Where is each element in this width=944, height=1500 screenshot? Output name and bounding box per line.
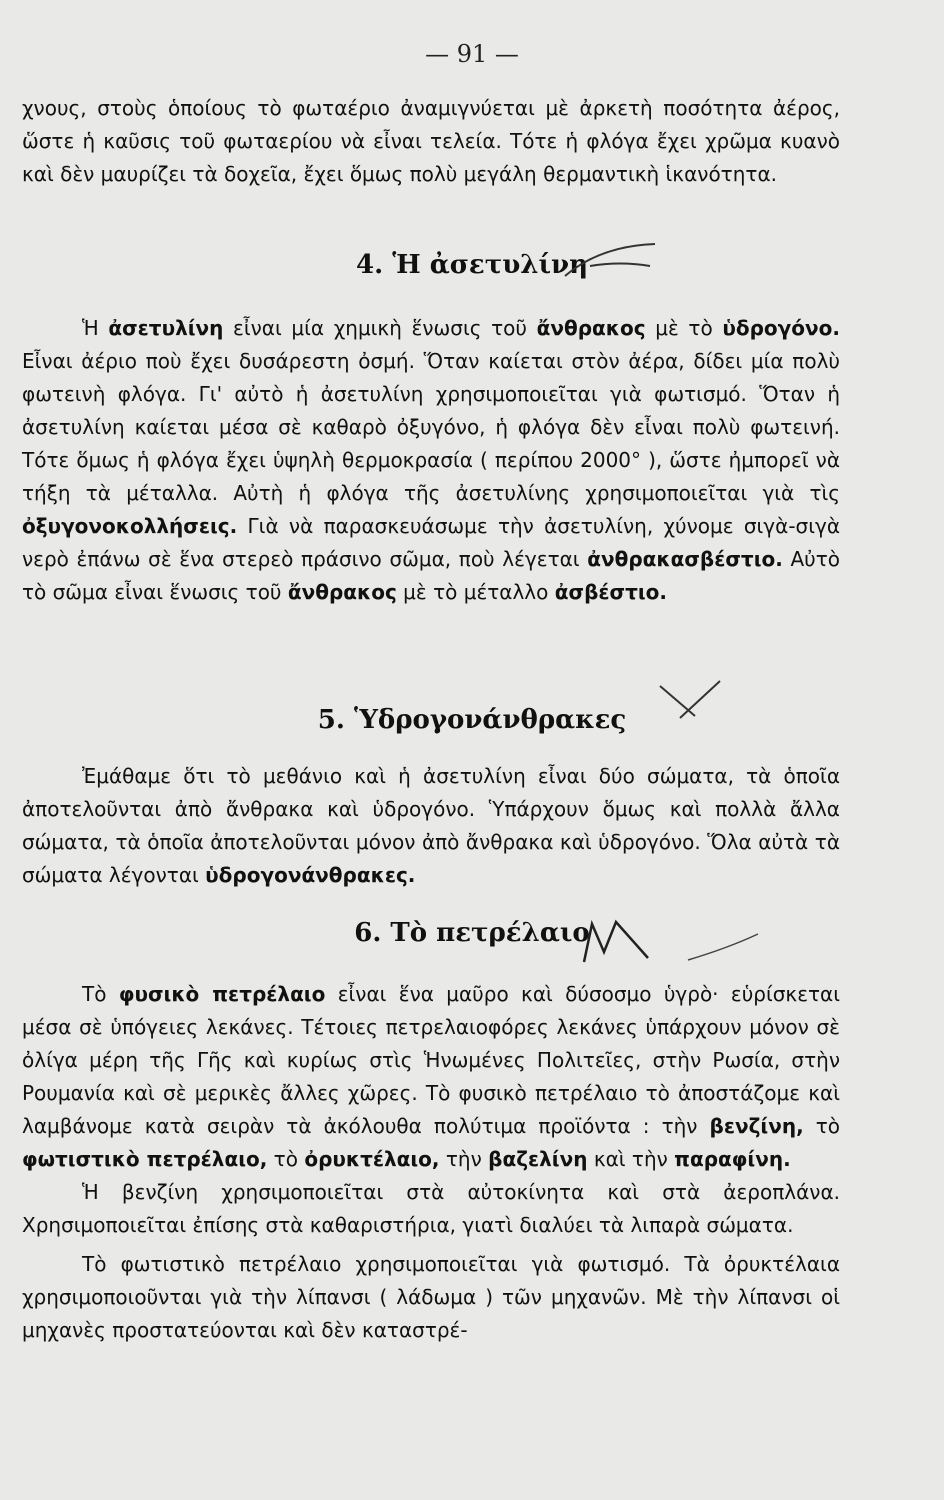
bold-term: ὑδρογόνο. (722, 316, 840, 340)
page-number: — 91 — (425, 40, 519, 68)
bold-term: παραφίνη. (674, 1147, 791, 1171)
pencil-mark (578, 912, 768, 972)
bold-term: βενζίνη, (709, 1114, 804, 1138)
intro-paragraph (22, 92, 840, 191)
bold-term: βαζελίνη (488, 1147, 588, 1171)
text-run: Τὸ (82, 982, 119, 1006)
intro-text: χνους, στοὺς ὁποίους τὸ φωταέριο ἀναμιγνύεται μὲ ἀρκετὴ ποσότητα ἀέρος, ὥστε ἡ καῦσις τοῦ φωταερίου νὰ εἶναι τελεία. Τότε ἡ φλόγα ἔχει χρῶμα κυανὸ καὶ δὲν μαυρίζει τὰ δοχεῖα, ἔχει ὅμως πολὺ μεγάλη θερμαντικὴ ἱκανότητα. (22, 96, 840, 186)
text-run: εἶναι ἕνα μαῦρο καὶ δύσοσμο ὑγρὸ· εὑρίσκεται μέσα σὲ ὑπόγειες λεκάνες. Τέτοιες πετρελαιοφόρες λεκάνες ὑπάρχουν μόνον σὲ ὀλίγα μέρη τῆς Γῆς καὶ κυρίως στὶς Ἡνωμένες Πολιτεῖες, στὴν Ρωσία, στὴν Ρουμανία καὶ σὲ μερικὲς ἄλλες χῶρες. Τὸ φυσικὸ πετρέλαιο τὸ ἀποστάζομε καὶ λαμβάνομε κατὰ σειρὰν τὰ ἀκόλουθα πολύτιμα προϊόντα : τὴν (22, 982, 841, 1138)
bold-term: ὑδρογονάνθρακες. (205, 863, 416, 887)
text-run: τὸ (267, 1147, 305, 1171)
bold-term: ἀσετυλίνη (108, 316, 224, 340)
text-run: εἶναι μία χημικὴ ἕνωσις τοῦ (223, 316, 537, 340)
bold-term: φυσικὸ πετρέλαιο (118, 982, 326, 1006)
section-5-heading: 5. Ὑδρογονάνθρακες (317, 705, 627, 735)
bold-term: ἀσβέστιο. (554, 580, 667, 604)
section-5-paragraph (22, 760, 840, 892)
text-run: μὲ τὸ (645, 316, 723, 340)
text-run: Ἐμάθαμε ὅτι τὸ μεθάνιο καὶ ἡ ἀσετυλίνη εἶναι δύο σώματα, τὰ ὁποῖα ἀποτελοῦνται ἀπὸ ἄνθρακα καὶ ὑδρογόνο. Ὑπάρχουν ὅμως καὶ πολλὰ ἄλλα σώματα, τὰ ὁποῖα ἀποτελοῦνται μόνον ἀπὸ ἄνθρακα καὶ ὑδρογόνο. Ὅλα αὐτὰ τὰ σώματα λέγονται (22, 764, 840, 887)
bold-term: ὀρυκτέλαιο, (304, 1147, 440, 1171)
section-4-body (22, 312, 840, 609)
bold-term: ἀνθρακασβέστιο. (587, 547, 783, 571)
text-run: καὶ τὴν (587, 1147, 675, 1171)
section-6-body (22, 978, 840, 1347)
section-4-heading: 4. Ἡ ἀσετυλίνη (356, 250, 588, 280)
text-run: τὴν (439, 1147, 489, 1171)
bold-term: ἄνθρακος (287, 580, 397, 604)
bold-term: φωτιστικὸ πετρέλαιο, (22, 1147, 268, 1171)
section-6-paragraph-3: Τὸ φωτιστικὸ πετρέλαιο χρησιμοποιεῖται γιὰ φωτισμό. Τὰ ὀρυκτέλαια χρησιμοποιοῦνται γιὰ τὴν λίπανσι ( λάδωμα ) τῶν μηχανῶν. Μὲ τὴν λίπανσι οἱ μηχανὲς προστατεύονται καὶ δὲν καταστρέ- (22, 1252, 840, 1342)
text-run: Γιὰ νὰ παρασκευάσωμε τὴν ἀσετυλίνη, χύνομε σιγὰ-σιγὰ νερὸ ἐπάνω σὲ ἕνα στερεὸ πράσινο σῶμα, ποὺ λέγεται (22, 514, 840, 571)
bold-term: ἄνθρακος (536, 316, 646, 340)
text-run: Ἡ (82, 316, 109, 340)
section-6-paragraph-2: Ἡ βενζίνη χρησιμοποιεῖται στὰ αὐτοκίνητα καὶ στὰ ἀεροπλάνα. Χρησιμοποιεῖται ἐπίσης στὰ καθαριστήρια, γιατὶ διαλύει τὰ λιπαρὰ σώματα. (22, 1180, 840, 1237)
text-run: Εἶναι ἀέριο ποὺ ἔχει δυσάρεστη ὀσμή. Ὅταν καίεται στὸν ἀέρα, δίδει μία πολὺ φωτεινὴ φλόγα. Γι' αὐτὸ ἡ ἀσετυλίνη χρησιμοποιεῖται γιὰ φωτισμό. Ὅταν ἡ ἀσετυλίνη καίεται μέσα σὲ καθαρὸ ὀξυγόνο, ἡ φλόγα δὲν εἶναι πολὺ φωτεινή. Τότε ὅμως ἡ φλόγα ἔχει ὑψηλὴ θερμοκρασία ( περίπου 2000° ), ὥστε ἠμπορεῖ νὰ τήξη τὰ μέταλλα. Αὐτὴ ἡ φλόγα τῆς ἀσετυλίνης χρησιμοποιεῖται γιὰ τὶς (22, 349, 840, 505)
pencil-mark (560, 236, 670, 286)
section-6-heading: 6. Τὸ πετρέλαιο (354, 918, 590, 948)
text-run: Αὐτὸ τὸ σῶμα εἶναι ἕνωσις τοῦ (22, 547, 841, 604)
section-6-paragraph-1 (22, 978, 840, 1176)
section-4-paragraph (22, 312, 840, 609)
section-5-body (22, 760, 840, 892)
text-run: τὸ (803, 1114, 841, 1138)
bold-term: ὀξυγονοκολλήσεις. (22, 514, 238, 538)
text-run: μὲ τὸ μέταλλο (396, 580, 555, 604)
